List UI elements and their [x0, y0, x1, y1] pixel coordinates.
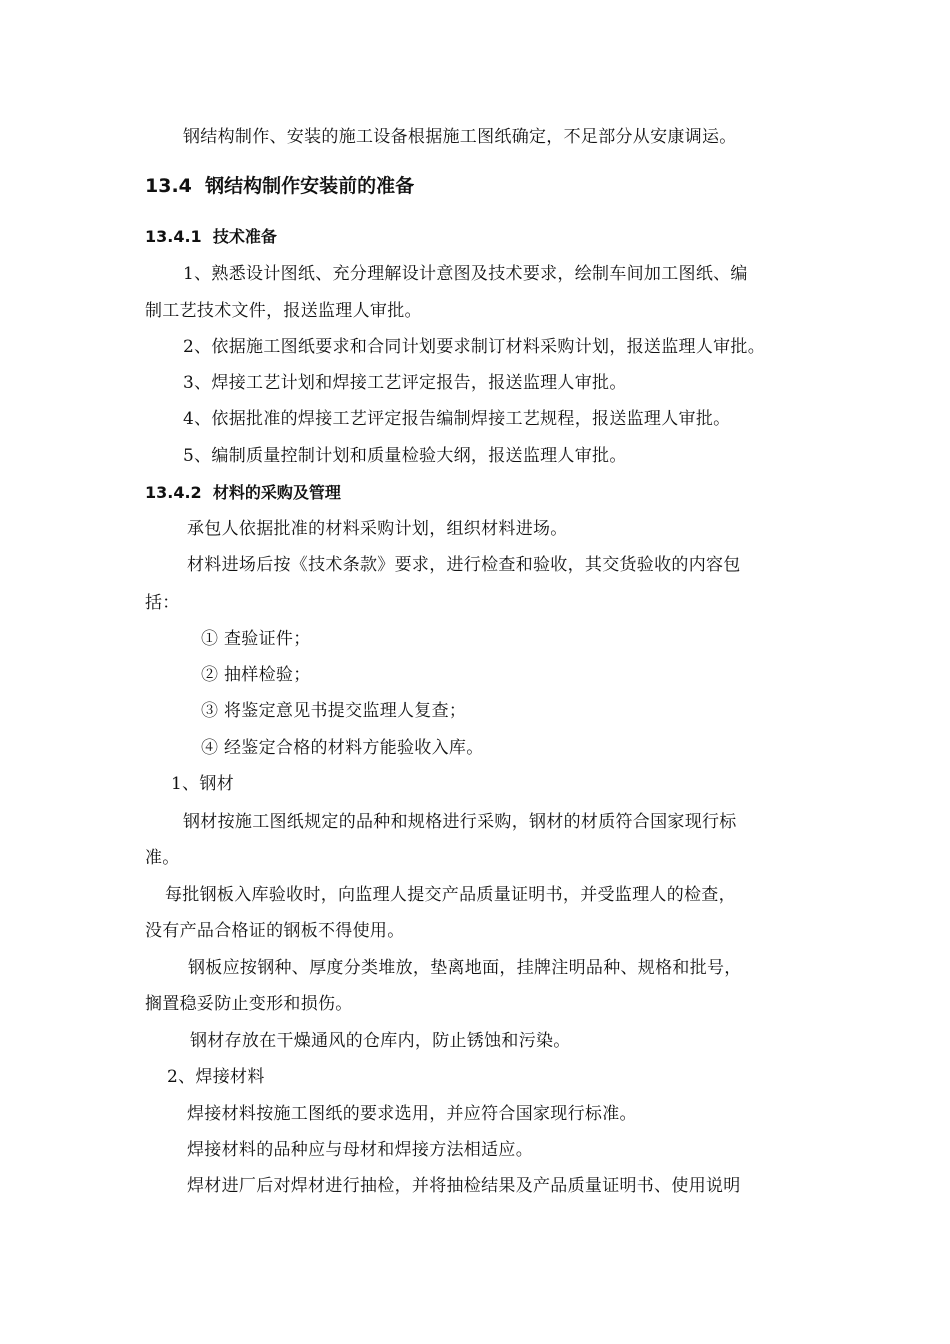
- material-paragraph-2-line-1: 材料进场后按《技术条款》要求，进行检查和验收，其交货验收的内容包: [187, 555, 741, 575]
- section-title: 钢结构制作安装前的准备: [205, 175, 415, 197]
- steel-paragraph-2-line-1: 每批钢板入库验收时，向监理人提交产品质量证明书，并受监理人的检查，: [165, 885, 736, 905]
- material-paragraph-1: 承包人依据批准的材料采购计划，组织材料进场。: [187, 519, 568, 539]
- acceptance-list-item: ① 查验证件；: [201, 629, 311, 649]
- subsection-title-2: 材料的采购及管理: [212, 483, 341, 502]
- steel-paragraph-3-line-2: 搁置稳妥防止变形和损伤。: [145, 994, 353, 1014]
- welding-paragraph-3: 焊材进厂后对焊材进行抽检，并将抽检结果及产品质量证明书、使用说明: [187, 1176, 741, 1196]
- steel-paragraph-4: 钢材存放在干燥通风的仓库内，防止锈蚀和污染。: [190, 1031, 571, 1051]
- tech-item-5: 5、编制质量控制计划和质量检验大纲，报送监理人审批。: [183, 446, 627, 466]
- subsection-heading-1: [145, 226, 277, 248]
- subsection-title-1: 技术准备: [212, 227, 277, 246]
- section-heading: [145, 174, 414, 198]
- acceptance-list-item: ③ 将鉴定意见书提交监理人复查；: [201, 701, 467, 721]
- steel-paragraph-3-line-1: 钢板应按钢种、厚度分类堆放，垫离地面，挂牌注明品种、规格和批号，: [188, 958, 742, 978]
- tech-item-4: 4、依据批准的焊接工艺评定报告编制焊接工艺规程，报送监理人审批。: [183, 409, 731, 429]
- subsection-number-2: 13.4.2: [145, 483, 202, 502]
- steel-paragraph-1-line-1: 钢材按施工图纸规定的品种和规格进行采购，钢材的材质符合国家现行标: [183, 812, 737, 832]
- steel-heading: 1、钢材: [171, 774, 235, 794]
- material-paragraph-2-line-2: 括：: [145, 593, 180, 613]
- tech-item-2: 2、依据施工图纸要求和合同计划要求制订材料采购计划，报送监理人审批。: [183, 337, 766, 357]
- tech-item-3: 3、焊接工艺计划和焊接工艺评定报告，报送监理人审批。: [183, 373, 627, 393]
- subsection-heading-2: [145, 482, 341, 504]
- steel-paragraph-1-line-2: 准。: [145, 848, 180, 868]
- welding-paragraph-2: 焊接材料的品种应与母材和焊接方法相适应。: [187, 1140, 533, 1160]
- welding-paragraph-1: 焊接材料按施工图纸的要求选用，并应符合国家现行标准。: [187, 1104, 637, 1124]
- tech-item-1-line-2: 制工艺技术文件，报送监理人审批。: [145, 301, 422, 321]
- tech-item-1-line-1: 1、熟悉设计图纸、充分理解设计意图及技术要求，绘制车间加工图纸、编: [183, 264, 748, 284]
- steel-paragraph-2-line-2: 没有产品合格证的钢板不得使用。: [145, 921, 405, 941]
- subsection-number-1: 13.4.1: [145, 227, 202, 246]
- welding-heading: 2、焊接材料: [167, 1067, 265, 1087]
- acceptance-list-item: ④ 经鉴定合格的材料方能验收入库。: [201, 738, 484, 758]
- intro-paragraph: 钢结构制作、安装的施工设备根据施工图纸确定，不足部分从安康调运。: [183, 127, 737, 147]
- section-number: 13.4: [145, 175, 192, 197]
- acceptance-list-item: ② 抽样检验；: [201, 665, 311, 685]
